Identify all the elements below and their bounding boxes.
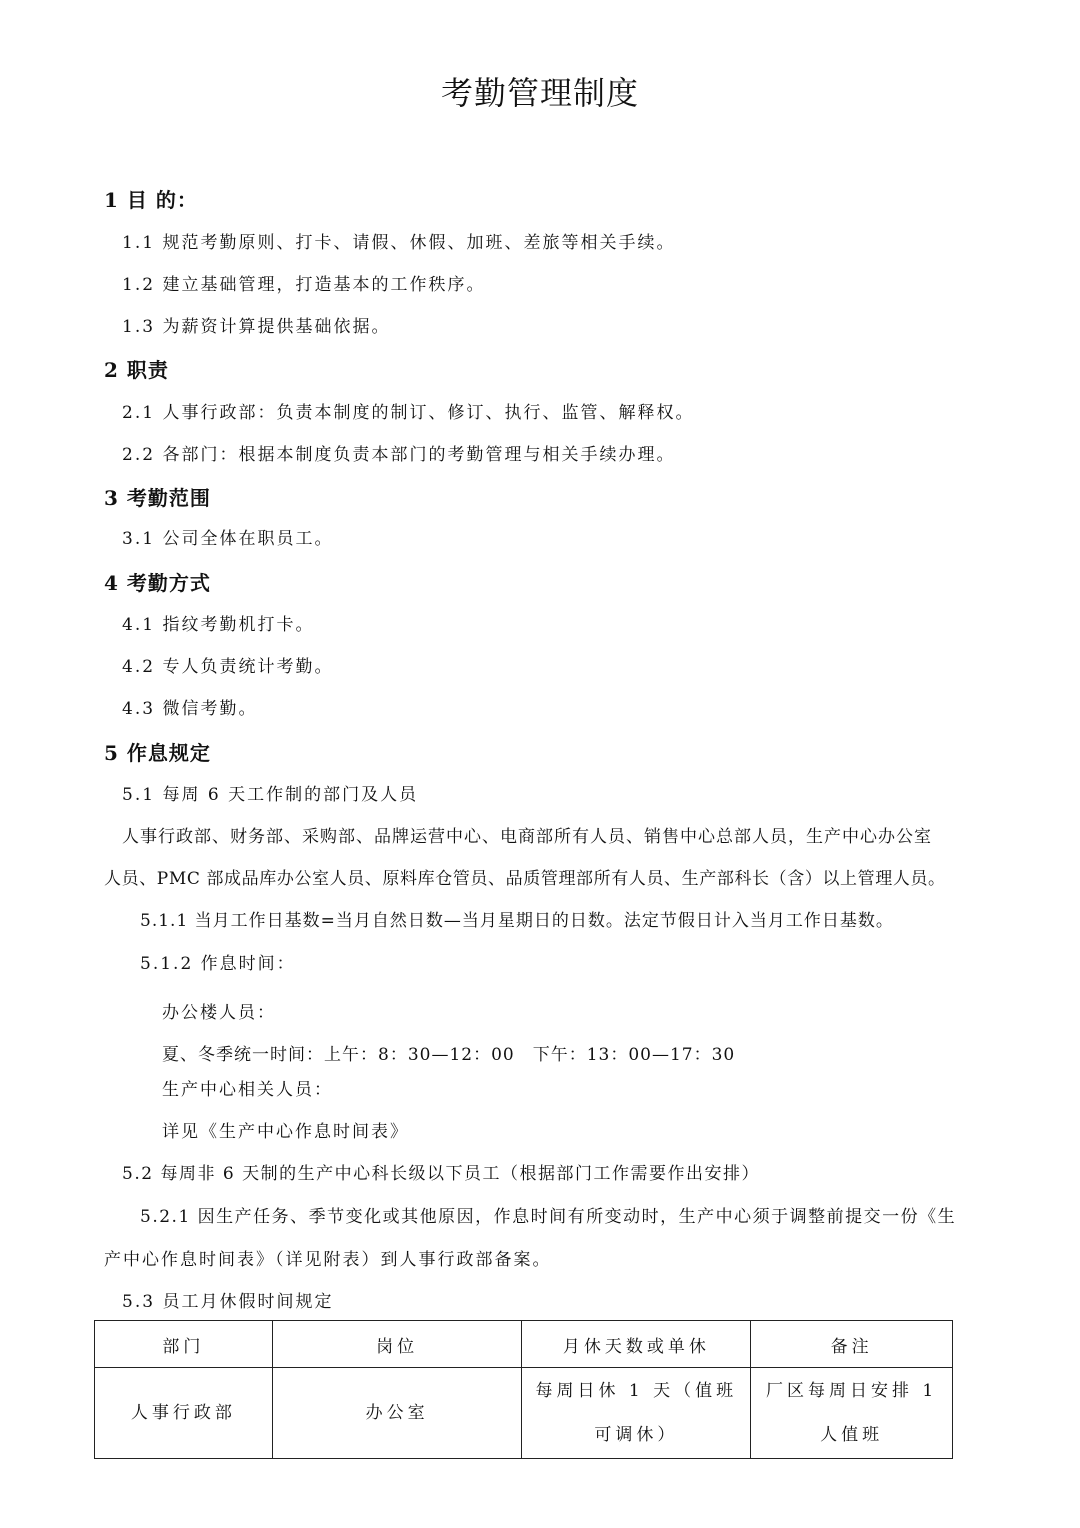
item-3-1: 3.1 公司全体在职员工。 [122,529,334,549]
production-schedule-reference: 详见《生产中心作息时间表》 [162,1122,409,1142]
item-4-3: 4.3 微信考勤。 [122,699,258,719]
section-5-heading: 5 作息规定 [104,741,211,765]
monthly-leave-table [94,1320,953,1459]
section-3-heading: 3 考勤范围 [104,486,211,510]
item-1-3: 1.3 为薪资计算提供基础依据。 [122,317,391,337]
office-staff-label: 办公楼人员： [162,1003,276,1023]
item-5-3: 5.3 员工月休假时间规定 [122,1292,334,1312]
item-2-2: 2.2 各部门：根据本制度负责本部门的考勤管理与相关手续办理。 [122,445,676,465]
section-1-heading: 1 目 的： [104,188,198,212]
document-title: 考勤管理制度 [440,74,639,112]
header-post: 岗位 [272,1321,522,1368]
item-5-2-1-line2: 产中心作息时间表》（详见附表）到人事行政部备案。 [104,1250,552,1270]
item-5-1-body-line1: 人事行政部、财务部、采购部、品牌运营中心、电商部所有人员、销售中心总部人员，生产中心办公室 [122,827,932,847]
production-staff-label: 生产中心相关人员： [162,1080,333,1100]
header-remarks: 备注 [751,1321,953,1368]
item-4-1: 4.1 指纹考勤机打卡。 [122,615,315,635]
item-5-1: 5.1 每周 6 天工作制的部门及人员 [122,785,419,805]
table-row [95,1368,953,1459]
item-5-1-body-line2: 人员、PMC 部成品库办公室人员、原料库仓管员、品质管理部所有人员、生产部科长（含）以上管理人员。 [104,869,946,889]
cell-department: 人事行政部 [95,1368,273,1459]
item-1-1: 1.1 规范考勤原则、打卡、请假、休假、加班、差旅等相关手续。 [122,233,676,253]
cell-post: 办公室 [272,1368,522,1459]
cell-remarks: 厂区每周日安排 1 人值班 [751,1368,953,1459]
item-2-1: 2.1 人事行政部：负责本制度的制订、修订、执行、监管、解释权。 [122,403,695,423]
section-2-heading: 2 职责 [104,358,169,382]
item-5-2: 5.2 每周非 6 天制的生产中心科长级以下员工（根据部门工作需要作出安排） [122,1164,761,1184]
item-4-2: 4.2 专人负责统计考勤。 [122,657,334,677]
table-header-row [95,1321,953,1368]
cell-rest-days: 每周日休 1 天（值班可调休） [522,1368,751,1459]
item-5-1-2: 5.1.2 作息时间： [140,954,296,974]
item-5-1-1: 5.1.1 当月工作日基数=当月自然日数—当月星期日的日数。法定节假日计入当月工作日基数。 [140,911,894,931]
item-5-2-1-line1: 5.2.1 因生产任务、季节变化或其他原因，作息时间有所变动时，生产中心须于调整前提交一份《生 [140,1207,957,1227]
header-department: 部门 [95,1321,273,1368]
item-1-2: 1.2 建立基础管理，打造基本的工作秩序。 [122,275,486,295]
section-4-heading: 4 考勤方式 [104,571,211,595]
office-staff-hours: 夏、冬季统一时间：上午：8：30—12：00 下午：13：00—17：30 [162,1045,736,1065]
header-rest-days: 月休天数或单休 [522,1321,751,1368]
